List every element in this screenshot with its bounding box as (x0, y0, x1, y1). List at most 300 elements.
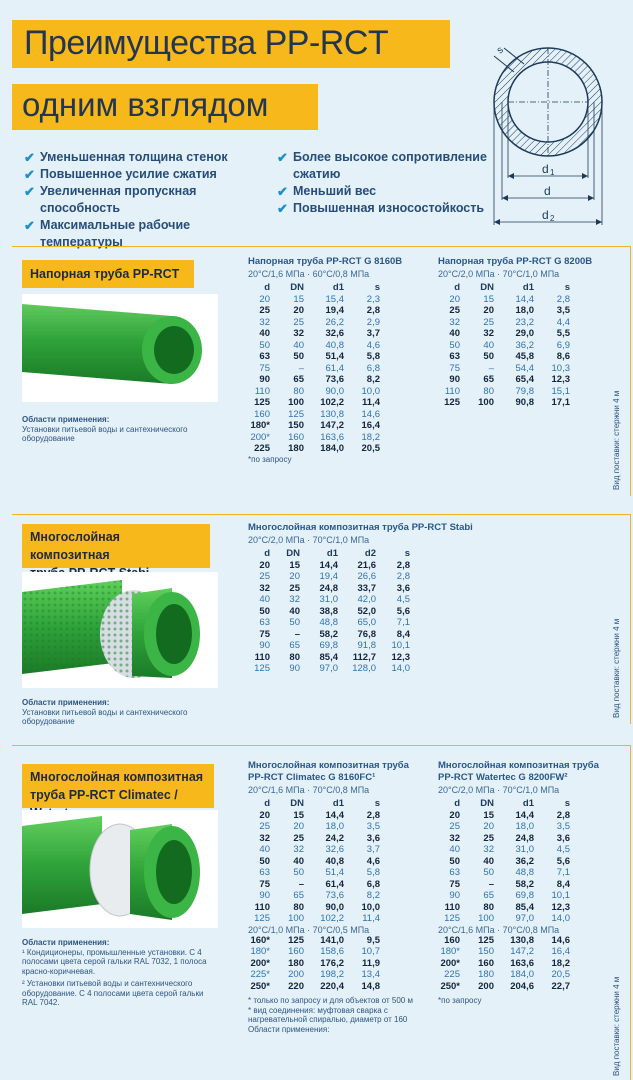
table-cell: 97,0 (319, 663, 338, 675)
table-cell: 65 (483, 890, 494, 902)
section2-label: Многослойная композитная (22, 524, 210, 568)
table-cell: 204,6 (510, 980, 534, 992)
table-cell: 12,3 (391, 651, 410, 663)
table-cell: 23,2 (515, 316, 534, 328)
table-cell: 75 (259, 362, 270, 374)
table-cell: 10,1 (391, 640, 410, 652)
table-cell: 32 (483, 844, 494, 856)
table-row (248, 913, 380, 925)
table-cell: 125 (288, 408, 304, 420)
data-table (248, 282, 380, 455)
table-cell: 14,8 (361, 980, 380, 992)
table-cell: 50 (293, 351, 304, 363)
table-cell: 110 (254, 901, 270, 913)
data-table (438, 282, 570, 409)
table-cell: 80 (483, 901, 494, 913)
table-cell: 2,3 (366, 293, 380, 305)
table-row (438, 363, 570, 375)
table-cell: 25 (259, 571, 270, 583)
table-cell: 112,7 (352, 651, 376, 663)
table-cell: 160 (254, 408, 270, 420)
table-cell: 65 (293, 374, 304, 386)
table-cell: 69,8 (319, 640, 338, 652)
section2-applications: Области применения: Установки питьевой воды и сантехнического оборудование (22, 698, 188, 726)
table-row (438, 958, 570, 970)
table-cell: 40 (259, 328, 270, 340)
pipe-cross-section-diagram (486, 40, 626, 230)
table-cell: 2,8 (556, 293, 570, 305)
section2-side-note: Вид поставки: стержни 4 м (612, 618, 621, 718)
table-cell: 69,8 (515, 890, 534, 902)
table-row (248, 606, 410, 618)
table-row (438, 386, 570, 398)
table-cell: – (298, 362, 304, 374)
table-cell: 250* (250, 980, 270, 992)
column-header: d1 (326, 548, 338, 560)
table-cell: 36,2 (515, 855, 534, 867)
table-cell: 40 (293, 855, 304, 867)
table-cell: – (488, 878, 494, 890)
table-cell: 12,3 (551, 374, 570, 386)
table-cell: 38,8 (319, 605, 338, 617)
table-cell: 4,6 (366, 855, 380, 867)
table-row (438, 833, 570, 845)
section2-table: Многослойная композитная труба PP-RCT Stabi 20°C/2,0 МПа · 70°C/1,0 МПа d DN d1 d2 s 20 15 14,4 21,6 2,8 25 20 19,4 26,6 2,8 32 25 24,8 33,7 3,6 40 32 31,0 42,0 4,5 50 40 38,8 52,0 5,6 63 50 48,8 65,0 7,1 75 – 58,2 76,8 8,4 90 65 69,8 91,8 10,1 110 80 85,4 112,7 12,3 125 90 97,0 128,0 14,0 (248, 522, 473, 675)
stabi-pipe-image (22, 572, 218, 688)
table-cell: 147,2 (510, 946, 534, 958)
table-cell: 17,1 (551, 397, 570, 409)
table-cell: 2,8 (396, 571, 410, 583)
table-cell: 25 (293, 316, 304, 328)
table-row (248, 374, 380, 386)
column-header: d1 (332, 798, 344, 810)
table-cell: 3,7 (366, 328, 380, 340)
table-cell: 31,0 (319, 594, 338, 606)
table-row (438, 317, 570, 329)
table-cell: 20 (483, 305, 494, 317)
table-cell: 102,2 (320, 913, 344, 925)
data-table (438, 935, 570, 993)
table-cell: 130,8 (510, 934, 534, 946)
table-cell: 32 (483, 328, 494, 340)
table-cell: 40 (293, 339, 304, 351)
table-cell: 22,7 (551, 980, 570, 992)
table-cell: 14,0 (391, 663, 410, 675)
table-cell: 160 (288, 431, 304, 443)
table-row (248, 617, 410, 629)
d2-subscript: 2 (550, 214, 555, 223)
section1-divider (12, 246, 630, 247)
table-cell: 8,2 (366, 890, 380, 902)
table-cell: 25 (449, 821, 460, 833)
table-cell: 25 (483, 832, 494, 844)
table-cell: 225 (444, 969, 460, 981)
check-icon: ✔ (24, 218, 35, 233)
table-row (438, 821, 570, 833)
check-icon: ✔ (24, 167, 35, 182)
table-cell: 20,5 (551, 969, 570, 981)
table-cell: 8,2 (366, 374, 380, 386)
table-cell: 220 (288, 980, 304, 992)
section1-table-a: Напорная труба PP-RCT G 8160B 20°C/1,6 МПа · 60°C/0,8 МПа d DN d1 s 20 15 15,4 2,3 25 20 19,4 2,8 32 25 26,2 2,9 40 32 32,6 3,7 50 40 40,8 4,6 63 50 51,4 5,8 75 – 61,4 6,8 90 65 73,6 8,2 110 80 90,0 10,0 125 100 102,2 11,4 160 125 130,8 14,6 180* 150 147,2 16,4 200* 160 163,6 18,2 225 180 184,0 20,5 *по запросу (248, 256, 403, 464)
table-cell: 11,9 (362, 957, 380, 969)
bullets-left (24, 149, 274, 251)
table-cell: 65 (293, 890, 304, 902)
table-cell: 5,6 (556, 855, 570, 867)
table-cell: 2,8 (556, 809, 570, 821)
table-row (248, 420, 380, 432)
data-table (248, 798, 380, 925)
table-cell: 80 (483, 385, 494, 397)
title-banner-2 (12, 84, 318, 130)
table-cell: 26,2 (325, 316, 344, 328)
table-row (248, 363, 380, 375)
table-row (248, 935, 380, 947)
column-header: DN (480, 282, 494, 294)
table-cell: 40 (259, 594, 270, 606)
column-header: d1 (522, 282, 534, 294)
table-cell: 150 (478, 946, 494, 958)
table-row (248, 652, 410, 664)
table-cell: 80 (289, 651, 300, 663)
table-cell: 19,4 (319, 571, 338, 583)
table-cell: 50 (449, 855, 460, 867)
table-cell: 50 (483, 351, 494, 363)
table-row (248, 432, 380, 444)
table-cell: 200* (250, 957, 270, 969)
table-cell: 14,6 (361, 408, 380, 420)
table-cell: 160 (444, 934, 460, 946)
table-header-row (248, 798, 380, 810)
data-table (438, 798, 570, 925)
s-label: s (494, 44, 506, 57)
table-cell: 14,4 (319, 559, 338, 571)
table-cell: 8,6 (556, 351, 570, 363)
table-row (248, 810, 380, 822)
section3-table-b: Многослойная композитная труба PP-RCT Watertec G 8200FW² 20°C/2,0 МПа · 70°C/1,0 МПа d DN d1 s 20 15 14,4 2,8 25 20 18,0 3,5 32 25 24,8 3,6 40 32 31,0 4,5 50 40 36,2 5,6 63 50 48,8 7,1 75 – 58,2 8,4 90 65 69,8 10,1 110 80 85,4 12,3 125 100 97,0 14,0 20°C/1,6 МПа · 70°C/0,8 МПа 160 125 130,8 14,6 180* 150 147,2 16,4 200* 160 163,6 18,2 225 180 184,0 20,5 250* 200 204,6 22,7 *по запросу (438, 760, 599, 1005)
table-cell: 24,8 (515, 832, 534, 844)
table-cell: 102,2 (320, 397, 344, 409)
table-cell: 160 (288, 946, 304, 958)
table-cell: 40 (483, 855, 494, 867)
table-row (438, 902, 570, 914)
table-row (438, 935, 570, 947)
title-banner-1 (12, 20, 450, 68)
table-cell: 75 (449, 878, 460, 890)
table-cell: 90 (259, 640, 270, 652)
table-cell: 21,6 (357, 559, 376, 571)
table-cell: 15,4 (325, 293, 344, 305)
table-row (248, 844, 380, 856)
table-cell: 200* (440, 957, 460, 969)
table-cell: 8,4 (396, 628, 410, 640)
table-row (438, 340, 570, 352)
column-header: DN (286, 548, 300, 560)
check-icon: ✔ (277, 184, 288, 199)
table-cell: 40 (449, 328, 460, 340)
table-cell: 11,4 (362, 913, 380, 925)
table-cell: 90 (449, 890, 460, 902)
column-header: s (374, 282, 380, 294)
table-cell: 75 (449, 362, 460, 374)
table-row (248, 328, 380, 340)
section1-right-edge (630, 246, 631, 496)
table-cell: 18,0 (325, 821, 344, 833)
table-row (248, 969, 380, 981)
table-row (438, 328, 570, 340)
data-table (248, 935, 380, 993)
table-cell: 4,6 (366, 339, 380, 351)
table-row (248, 386, 380, 398)
table-cell: 3,5 (366, 821, 380, 833)
table-row (248, 946, 380, 958)
table-cell: 20 (483, 821, 494, 833)
section1-side-note: Вид поставки: стержни 4 м (612, 390, 621, 490)
table-cell: 63 (259, 867, 270, 879)
table-row (248, 351, 380, 363)
table-cell: 180 (288, 443, 304, 455)
table-cell: 25 (289, 582, 300, 594)
table-cell: 80 (293, 385, 304, 397)
table-cell: 25 (259, 305, 270, 317)
table-cell: 200* (250, 431, 270, 443)
table-cell: 10,0 (361, 901, 380, 913)
table-cell: 12,3 (551, 901, 570, 913)
table-cell: 6,9 (556, 339, 570, 351)
table-cell: 52,0 (357, 605, 376, 617)
table-cell: 225 (254, 443, 270, 455)
table-cell: 2,8 (366, 305, 380, 317)
table-cell: 100 (288, 397, 304, 409)
table-cell: 198,2 (320, 969, 344, 981)
table-cell: 76,8 (357, 628, 376, 640)
table-header-row (438, 798, 570, 810)
data-table (248, 548, 410, 675)
table-cell: 4,4 (556, 316, 570, 328)
check-icon: ✔ (24, 150, 35, 165)
table-cell: 40 (289, 605, 300, 617)
column-header: d (454, 798, 460, 810)
table-cell: 2,8 (396, 559, 410, 571)
table-cell: 128,0 (352, 663, 376, 675)
check-icon: ✔ (24, 184, 35, 199)
column-header: d1 (332, 282, 344, 294)
table-row (248, 629, 410, 641)
table-cell: 147,2 (320, 420, 344, 432)
table-cell: 65 (483, 374, 494, 386)
table-cell: 5,8 (366, 351, 380, 363)
bullets-right (277, 149, 487, 217)
table-cell: 110 (444, 901, 460, 913)
table-row (438, 969, 570, 981)
table-cell: 18,0 (515, 305, 534, 317)
table-cell: 25 (449, 305, 460, 317)
table-row (248, 443, 380, 455)
table-cell: 6,8 (366, 362, 380, 374)
table-cell: 180* (440, 946, 460, 958)
table-cell: 90 (289, 663, 300, 675)
column-header: d (264, 282, 270, 294)
table-cell: 42,0 (357, 594, 376, 606)
table-cell: 75 (259, 878, 270, 890)
table-cell: 26,6 (357, 571, 376, 583)
table-row (248, 821, 380, 833)
table-cell: 61,4 (325, 878, 344, 890)
column-header: s (564, 282, 570, 294)
table-cell: 18,2 (361, 431, 380, 443)
table-cell: 125 (254, 913, 270, 925)
table-row (248, 902, 380, 914)
table-row (438, 305, 570, 317)
table-cell: – (298, 878, 304, 890)
section1-label: Напорная труба PP-RCT (22, 260, 194, 288)
table-cell: 176,2 (320, 957, 344, 969)
table-row (248, 879, 380, 891)
table-cell: 125 (254, 663, 270, 675)
table-cell: 61,4 (325, 362, 344, 374)
table-row (438, 351, 570, 363)
table-cell: 29,0 (515, 328, 534, 340)
table-cell: 225* (250, 969, 270, 981)
table-cell: 50 (449, 339, 460, 351)
table-cell: 4,5 (556, 844, 570, 856)
page-title: Преимущества PP-RCT (24, 24, 389, 62)
table-row (248, 890, 380, 902)
table-cell: 125 (444, 397, 460, 409)
bullet-item: ✔ Более высокое сопротивление сжатию (277, 150, 487, 181)
column-header: s (404, 548, 410, 560)
table-cell: 10,1 (551, 890, 570, 902)
bullet-item: ✔ Увеличенная пропускная способность (24, 184, 197, 215)
section3-table-a: Многослойная композитная труба PP-RCT Climatec G 8160FC¹ 20°C/1,6 МПа · 70°C/0,8 МПа d DN d1 s 20 15 14,4 2,8 25 20 18,0 3,5 32 25 24,2 3,6 40 32 32,6 3,7 50 40 40,8 4,6 63 50 51,4 5,8 75 – 61,4 6,8 90 65 73,6 8,2 110 80 90,0 10,0 125 100 102,2 11,4 20°C/1,0 МПа · 70°C/0,5 МПа 160* 125 141,0 9,5 180* 160 158,6 10,7 200* 180 176,2 11,9 225* 200 198,2 13,4 250* 220 220,4 14,8 * только по запросу и для объектов от 500 м * вид соединения: муфтовая сварка с нагревательной спиралью, диаметр от 160 Области применения: (248, 760, 413, 1034)
column-header: DN (290, 798, 304, 810)
table-cell: – (488, 362, 494, 374)
table-cell: 13,4 (361, 969, 380, 981)
table-cell: 6,8 (366, 878, 380, 890)
table-cell: 32 (259, 582, 270, 594)
bullet-item: ✔ Меньший вес (277, 184, 377, 199)
table-cell: 11,4 (362, 397, 380, 409)
table-cell: 5,5 (556, 328, 570, 340)
table-cell: 184,0 (320, 443, 344, 455)
table-cell: 3,7 (366, 844, 380, 856)
table-cell: 180 (288, 957, 304, 969)
table-cell: 10,7 (361, 946, 380, 958)
table-cell: 32 (293, 328, 304, 340)
table-cell: 16,4 (361, 420, 380, 432)
table-cell: 90 (259, 890, 270, 902)
table-cell: 31,0 (515, 844, 534, 856)
table-cell: 14,4 (515, 293, 534, 305)
table-cell: 14,4 (325, 809, 344, 821)
table-cell: 163,6 (510, 957, 534, 969)
table-cell: 65 (289, 640, 300, 652)
column-header: d (264, 548, 270, 560)
table-header-row (438, 282, 570, 294)
table-cell: 100 (478, 913, 494, 925)
table-cell: 200 (288, 969, 304, 981)
table-cell: 25 (259, 821, 270, 833)
table-cell: 3,5 (556, 821, 570, 833)
table-header-row (248, 548, 410, 560)
d1-subscript: 1 (550, 168, 555, 177)
table-cell: 50 (259, 855, 270, 867)
table-cell: 15 (293, 809, 304, 821)
d-label: d (544, 184, 551, 198)
table-cell: 50 (483, 867, 494, 879)
table-cell: 32 (259, 832, 270, 844)
table-row (438, 981, 570, 993)
table-cell: 91,8 (357, 640, 376, 652)
table-cell: 18,2 (551, 957, 570, 969)
table-cell: 100 (288, 913, 304, 925)
section1-table-b: Напорная труба PP-RCT G 8200B 20°C/2,0 МПа · 70°C/1,0 МПа d DN d1 s 20 15 14,4 2,8 25 20 18,0 3,5 32 25 23,2 4,4 40 32 29,0 5,5 50 40 36,2 6,9 63 50 45,8 8,6 75 – 54,4 10,3 90 65 65,4 12,3 110 80 79,8 15,1 125 100 90,8 17,1 (438, 256, 593, 409)
pressure-pipe-image (22, 294, 218, 402)
table-cell: 130,8 (320, 408, 344, 420)
table-cell: 5,8 (366, 867, 380, 879)
table-cell: 2,8 (366, 809, 380, 821)
table-row (438, 867, 570, 879)
table-cell: 7,1 (396, 617, 410, 629)
table-row (438, 879, 570, 891)
table-cell: 90,0 (325, 385, 344, 397)
table-cell: 15 (483, 293, 494, 305)
table-row (438, 374, 570, 386)
table-cell: 90,0 (325, 901, 344, 913)
table-cell: 80 (293, 901, 304, 913)
table-cell: 32 (289, 594, 300, 606)
table-cell: 73,6 (325, 890, 344, 902)
table-cell: 125 (288, 934, 304, 946)
column-header: d2 (364, 548, 376, 560)
table-cell: 160* (250, 934, 270, 946)
table-row (248, 867, 380, 879)
table-cell: 79,8 (515, 385, 534, 397)
table-row (248, 305, 380, 317)
table-cell: 51,4 (325, 867, 344, 879)
table-row (248, 640, 410, 652)
table-cell: 36,2 (515, 339, 534, 351)
column-header: d (264, 798, 270, 810)
section3-applications: Области применения: ¹ Кондиционеры, промышленные установки. С 4 полосами цвета серой гальки RAL 7032, 1 полоса красно-коричневая. ² Установки питьевой воды и сантехнического оборудование. С 4 полосами цвета серой гальки RAL 7042. (22, 938, 207, 1007)
table-row (438, 810, 570, 822)
table-cell: 90,8 (515, 397, 534, 409)
table-cell: 25 (483, 316, 494, 328)
check-icon: ✔ (277, 150, 288, 165)
table-cell: 158,6 (320, 946, 344, 958)
d1-label: d (542, 162, 549, 176)
table-cell: 40 (449, 844, 460, 856)
table-cell: 110 (254, 385, 270, 397)
table-row (248, 594, 410, 606)
table-cell: 125 (444, 913, 460, 925)
column-header: s (564, 798, 570, 810)
table-cell: 51,4 (325, 351, 344, 363)
table-row (438, 844, 570, 856)
section2-divider (12, 514, 630, 515)
table-cell: 63 (449, 867, 460, 879)
table-row (248, 560, 410, 572)
table-cell: 160 (478, 957, 494, 969)
section3-right-edge (630, 745, 631, 1080)
table-cell: 40 (483, 339, 494, 351)
table-cell: 14,0 (551, 913, 570, 925)
table-cell: 73,6 (325, 374, 344, 386)
table-cell: 50 (293, 867, 304, 879)
table-cell: 97,0 (515, 913, 534, 925)
table-cell: 90 (259, 374, 270, 386)
table-cell: 200 (478, 980, 494, 992)
